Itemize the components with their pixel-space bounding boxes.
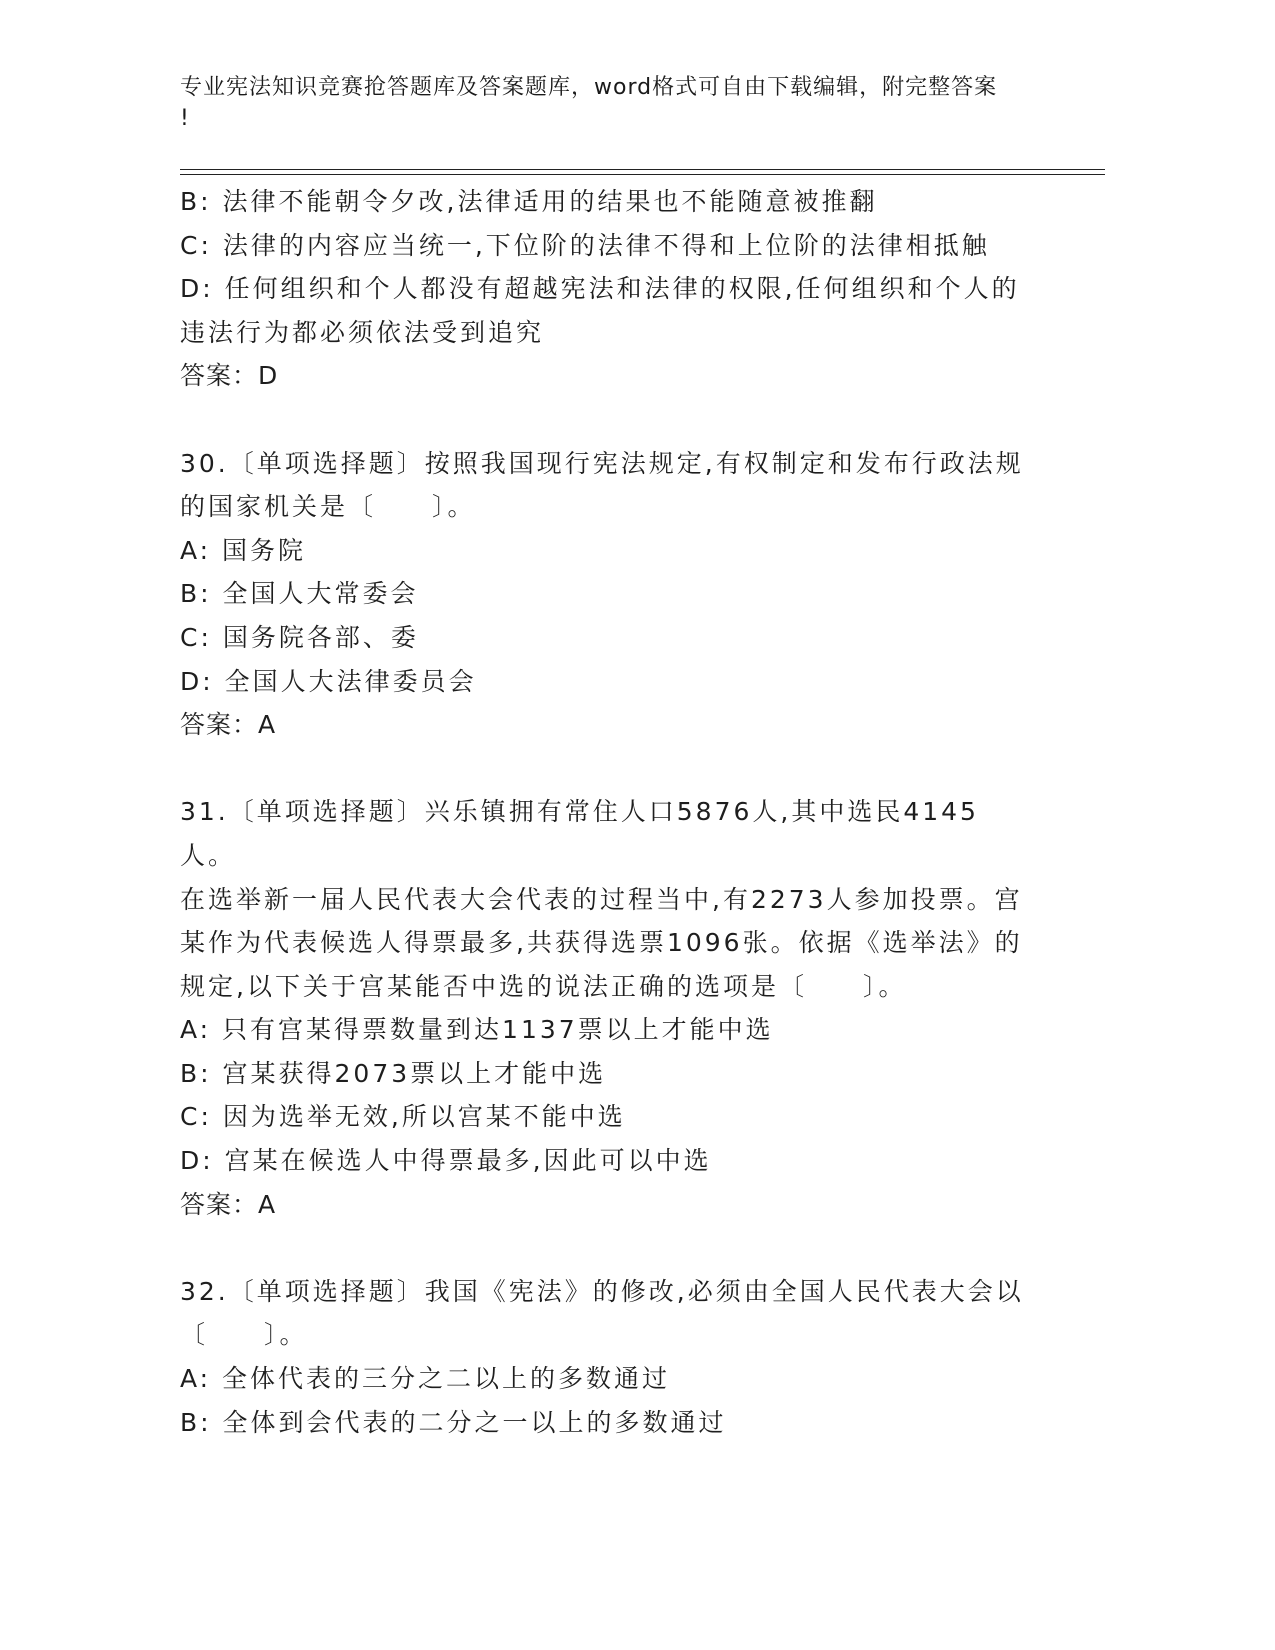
- q32-option-a: A: 全体代表的三分之二以上的多数通过: [180, 1364, 671, 1394]
- q29-option-b: B: 法律不能朝令夕改,法律适用的结果也不能随意被推翻: [180, 187, 878, 216]
- spacer: [180, 1226, 1025, 1270]
- q29-answer: 答案：D: [180, 361, 279, 391]
- q29-option-d-line1: D: 任何组织和个人都没有超越宪法和法律的权限,任何组织和个人的: [180, 274, 1020, 304]
- document-body: [180, 180, 1025, 1444]
- question-31: [180, 790, 1025, 1226]
- header-title-line2: !: [180, 106, 190, 131]
- question-29-continued: [180, 180, 1025, 398]
- q31-stem-line4: 规定,以下关于宫某能否中选的说法正确的选项是〔 〕。: [180, 971, 907, 1001]
- q29-option-d-line2: 违法行为都必须依法受到追究: [180, 317, 545, 347]
- q30-stem-line1: 30.〔单项选择题〕按照我国现行宪法规定,有权制定和发布行政法规: [180, 448, 1024, 478]
- q31-option-a: A: 只有宫某得票数量到达1137票以上才能中选: [180, 1015, 774, 1045]
- header-title-line1: 专业宪法知识竞赛抢答题库及答案题库，word格式可自由下载编辑，附完整答案: [180, 75, 998, 100]
- q30-answer: 答案：A: [180, 710, 277, 740]
- spacer: [180, 747, 1025, 791]
- q30-stem-line2: 的国家机关是〔 〕。: [180, 492, 476, 522]
- q30-option-d: D: 全国人大法律委员会: [180, 666, 477, 696]
- q32-stem-line1: 32.〔单项选择题〕我国《宪法》的修改,必须由全国人民代表大会以: [180, 1276, 1024, 1306]
- q30-option-a: A: 国务院: [180, 535, 307, 565]
- q30-option-b: B: 全国人大常委会: [180, 579, 419, 609]
- q31-option-b: B: 宫某获得2073票以上才能中选: [180, 1058, 607, 1088]
- q29-option-c: C: 法律的内容应当统一,下位阶的法律不得和上位阶的法律相抵触: [180, 230, 990, 260]
- q32-option-b: B: 全体到会代表的二分之一以上的多数通过: [180, 1407, 727, 1437]
- question-30: [180, 442, 1025, 747]
- document-header: [180, 72, 1040, 134]
- q31-option-c: C: 因为选举无效,所以宫某不能中选: [180, 1102, 626, 1132]
- q31-stem-line2: 在选举新一届人民代表大会代表的过程当中,有2273人参加投票。宫: [180, 884, 1023, 914]
- q31-stem-line3: 某作为代表候选人得票最多,共获得选票1096张。依据《选举法》的: [180, 928, 1023, 958]
- q30-option-c: C: 国务院各部、委: [180, 622, 419, 652]
- q31-stem-line1: 31.〔单项选择题〕兴乐镇拥有常住人口5876人,其中选民4145人。: [180, 797, 979, 870]
- q31-option-d: D: 宫某在候选人中得票最多,因此可以中选: [180, 1146, 712, 1176]
- q32-stem-line2: 〔 〕。: [180, 1320, 308, 1350]
- question-32: [180, 1270, 1025, 1444]
- spacer: [180, 398, 1025, 442]
- header-rule-bottom: [180, 174, 1105, 175]
- header-rule-top: [180, 169, 1105, 170]
- q31-answer: 答案：A: [180, 1189, 277, 1219]
